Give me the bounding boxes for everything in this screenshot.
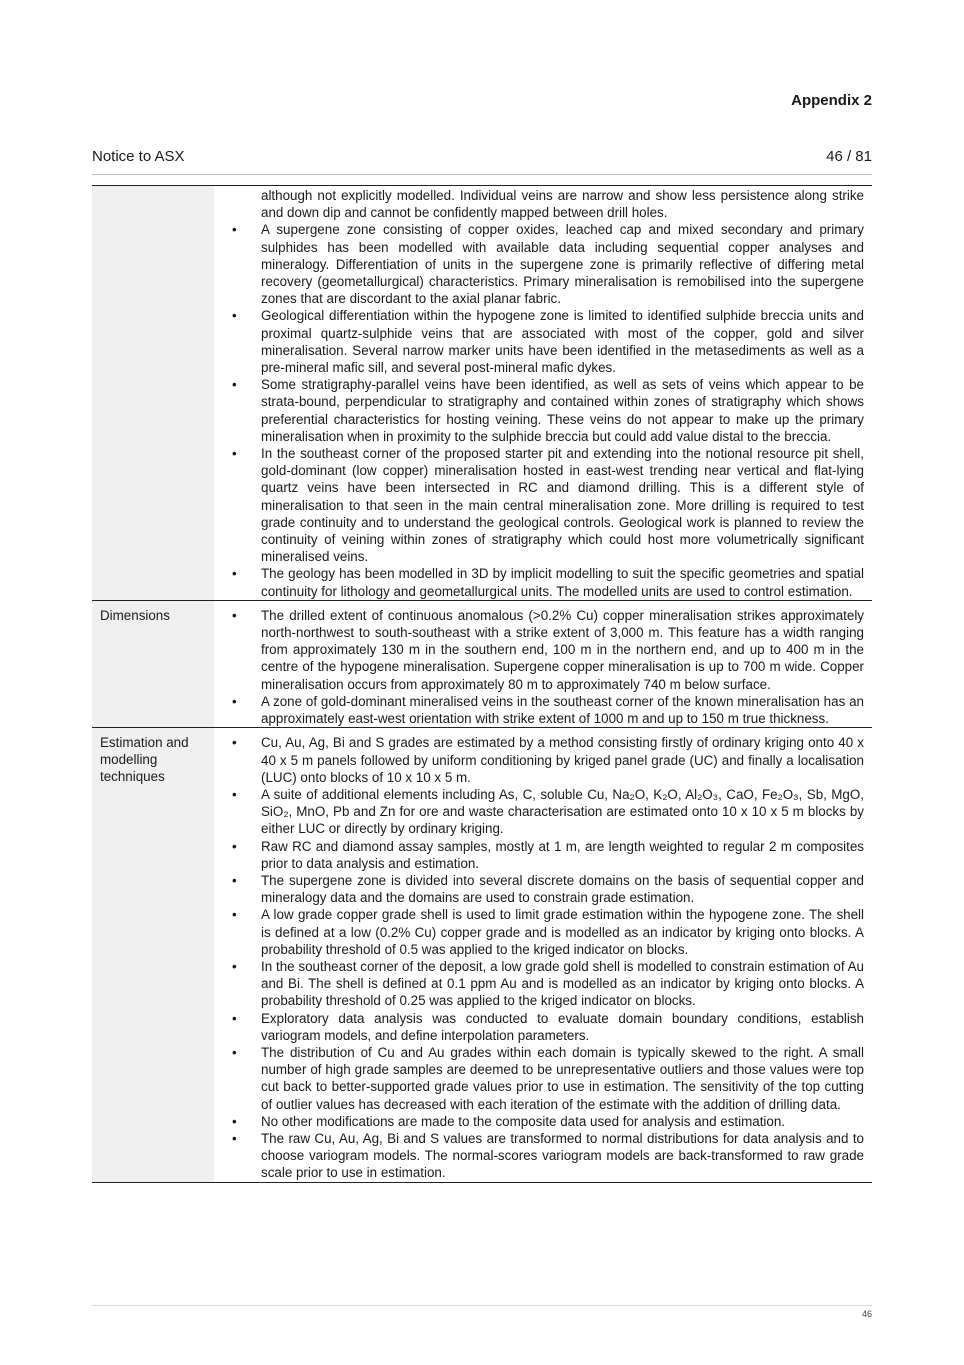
bullet-icon: • (232, 872, 237, 888)
list-item: • Cu, Au, Ag, Bi and S grades are estimated by a method consisting firstly of ordinary kriging onto 40 x 40 x 5 m panels followed by uniform conditioning by kriged panel grade (UC) and finally a localisation (LUC) onto blocks of 10 x 10 x 5 m. (232, 735, 864, 785)
list-item: • Some stratigraphy-parallel veins have been identified, as well as sets of veins which appear to be strata-bound, perpendicular to stratigraphy and contained within zones of stratigraphy which shows preferential characteristics for hosting veining. These veins do not appear to make up the primary mineralisation when in proximity to the sulphide breccia but could add value distal to the breccia. (232, 377, 864, 444)
list-item: • A supergene zone consisting of copper oxides, leached cap and mixed secondary and primary sulphides has been modelled with available data including sequential copper analyses and mineralogy. Differentiation of units in the supergene zone is primarily reflective of differing metal recovery (geometallurgical) characteristics. Primary mineralisation is remobilised into the supergene zones that are discordant to the axial planar fabric. (232, 222, 864, 307)
list-item: • A zone of gold-dominant mineralised veins in the southeast corner of the known mineralisation has an approximately east-west orientation with strike extent of 1000 m and up to 150 m true thickness. (232, 693, 864, 727)
notice-label: Notice to ASX (92, 148, 185, 165)
continued-paragraph: although not explicitly modelled. Individual veins are narrow and show less persistence along strike and down dip and cannot be confidently mapped between drill holes. (261, 188, 864, 221)
row-content (214, 186, 872, 600)
list-item: • Exploratory data analysis was conducted to evaluate domain boundary conditions, establish variogram models, and define interpolation parameters. (232, 1010, 864, 1043)
bullet-icon: • (232, 222, 237, 238)
bullet-list (214, 734, 864, 1181)
footer-divider (92, 1305, 872, 1306)
list-item: • In the southeast corner of the proposed starter pit and extending into the notional resource pit shell, gold-dominant (low copper) mineralisation hosted in east-west trending near vertical and flat-lying quartz veins have been intersected in RC and diamond drilling. This is a different style of mineralisation to that seen in the main central mineralisation zone. More drilling is required to test grade continuity and to understand the geological controls. Geological work is planned to review the continuity of veining within zones of stratigraphy which could host more volumetrically significant mineralised veins. (232, 446, 864, 565)
bullet-list (214, 221, 864, 599)
page-header (92, 148, 872, 165)
bullet-icon: • (232, 377, 237, 393)
bullet-icon: • (232, 607, 237, 623)
row-label: Dimensions (92, 601, 214, 727)
bullet-icon: • (232, 1113, 237, 1129)
footer-page-number: 46 (861, 1309, 872, 1319)
page-counter: 46 / 81 (826, 148, 872, 165)
bullet-icon: • (232, 838, 237, 854)
row-label: Estimation and modelling techniques (92, 728, 214, 1181)
table-row-dimensions (92, 601, 872, 728)
list-item: • Raw RC and diamond assay samples, mostly at 1 m, are length weighted to regular 2 m composites prior to data analysis and estimation. (232, 838, 864, 871)
list-item: • The distribution of Cu and Au grades within each domain is typically skewed to the right. A small number of high grade samples are deemed to be unrepresentative outliers and those values were top cut back to better-supported grade values prior to use in estimation. The sensitivity of the top cutting of outlier values has decreased with each iteration of the estimate with the addition of drilling data. (232, 1044, 864, 1112)
list-item: • The geology has been modelled in 3D by implicit modelling to suit the specific geometries and spatial continuity for lithology and geometallurgical units. The modelled units are used to control estimation. (232, 566, 864, 599)
table-row-geology (92, 186, 872, 601)
appendix-title: Appendix 2 (791, 92, 872, 109)
list-item: • Geological differentiation within the hypogene zone is limited to identified sulphide breccia units and proximal quartz-sulphide veins that are associated with most of the copper, gold and silver mineralisation. Several narrow marker units have been identified in the metasediments as well as a pre-mineral mafic sill, and several post-mineral mafic dykes. (232, 308, 864, 376)
bullet-icon: • (232, 1130, 237, 1146)
jorc-table (92, 185, 872, 1183)
bullet-icon: • (232, 786, 237, 802)
list-item: • The raw Cu, Au, Ag, Bi and S values are transformed to normal distributions for data analysis and to choose variogram models. The normal-scores variogram models are back-transformed to raw grade scale prior to use in estimation. (232, 1130, 864, 1181)
row-content (214, 601, 872, 727)
list-item: • A suite of additional elements including As, C, soluble Cu, Na₂O, K₂O, Al₂O₃, CaO, Fe₂O₃, Sb, MgO, SiO₂, MnO, Pb and Zn for ore and waste characterisation are estimated onto 10 x 10 x 5 m blocks by either LUC or directly by ordinary kriging. (232, 786, 864, 837)
bullet-icon: • (232, 735, 237, 751)
bullet-icon: • (232, 907, 237, 923)
bullet-icon: • (232, 1010, 237, 1026)
bullet-icon: • (232, 308, 237, 324)
row-label (92, 186, 214, 600)
bullet-list (214, 607, 864, 727)
bullet-icon: • (232, 693, 237, 709)
list-item: • No other modifications are made to the composite data used for analysis and estimation. (232, 1113, 786, 1129)
table-row-estimation (92, 728, 872, 1182)
list-item: • The drilled extent of continuous anomalous (>0.2% Cu) copper mineralisation strikes approximately north-northwest to south-southeast with a strike extent of 3,000 m. This feature has a width ranging from approximately 130 m in the southern end, 100 m in the northern end, and up to 400 m in the centre of the hypogene mineralisation. Supergene copper mineralisation is up to 700 m wide. Copper mineralisation occurs from approximately 80 m to approximately 740 m below surface. (232, 607, 864, 692)
bullet-icon: • (232, 446, 237, 462)
bullet-icon: • (232, 1044, 237, 1060)
row-content (214, 728, 872, 1181)
list-item: • In the southeast corner of the deposit, a low grade gold shell is modelled to constrain estimation of Au and Bi. The shell is defined at 0.1 ppm Au and is modelled as an indicator by kriging onto blocks. A probability threshold of 0.25 was applied to the kriged indicator on blocks. (232, 958, 864, 1009)
list-item: • A low grade copper grade shell is used to limit grade estimation within the hypogene zone. The shell is defined at a low (0.2% Cu) copper grade and is modelled as an indicator by kriging onto blocks. A probability threshold of 0.5 was applied to the kriged indicator on blocks. (232, 907, 864, 957)
bullet-icon: • (232, 566, 237, 582)
bullet-icon: • (232, 958, 237, 974)
list-item: • The supergene zone is divided into several discrete domains on the basis of sequential copper and mineralogy data and the domains are used to constrain grade estimation. (232, 872, 864, 906)
header-divider (92, 174, 872, 175)
